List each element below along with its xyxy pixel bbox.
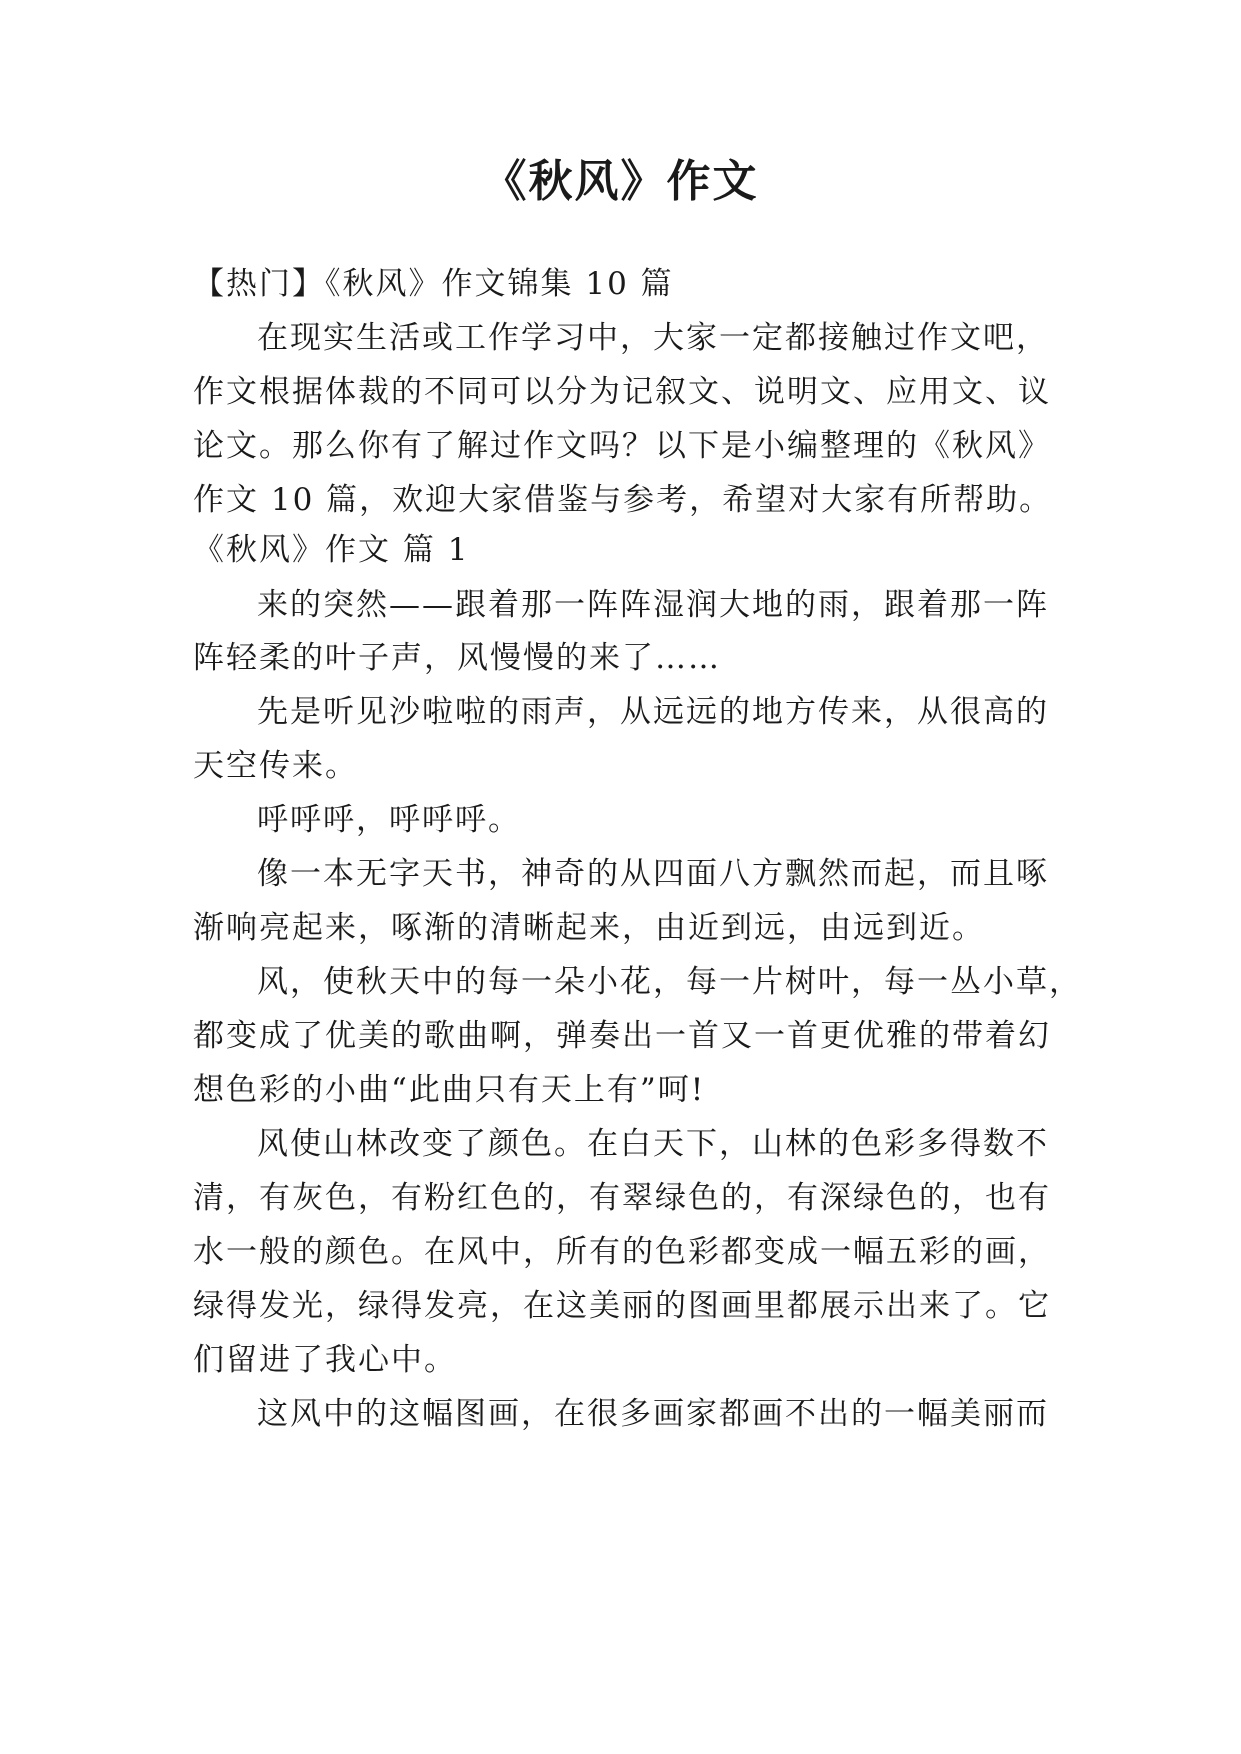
text-line: 清，有灰色，有粉红色的，有翠绿色的，有深绿色的，也有 bbox=[193, 1180, 1051, 1216]
text-line: 风，使秋天中的每一朵小花，每一片树叶，每一丛小草， bbox=[257, 964, 1082, 1000]
text-line: 风使山林改变了颜色。在白天下，山林的色彩多得数不 bbox=[257, 1126, 1049, 1162]
section-heading: 《秋风》作文 篇 1 bbox=[193, 532, 470, 568]
text-line: 们留进了我心中。 bbox=[193, 1342, 457, 1378]
text-line: 想色彩的小曲“此曲只有天上有”呵! bbox=[193, 1072, 706, 1108]
text-line: 先是听见沙啦啦的雨声，从远远的地方传来，从很高的 bbox=[257, 694, 1049, 730]
text-line: 来的突然——跟着那一阵阵湿润大地的雨，跟着那一阵 bbox=[257, 587, 1049, 623]
text-line: 天空传来。 bbox=[193, 748, 358, 784]
text-line: 像一本无字天书，神奇的从四面八方飘然而起，而且啄 bbox=[257, 856, 1049, 892]
text-line: 绿得发光，绿得发亮，在这美丽的图画里都展示出来了。它 bbox=[193, 1288, 1051, 1324]
text-line: 在现实生活或工作学习中，大家一定都接触过作文吧， bbox=[257, 320, 1049, 356]
text-line: 渐响亮起来，啄渐的清晰起来，由近到远，由远到近。 bbox=[193, 910, 985, 946]
subtitle-line: 【热门】《秋风》作文锦集 10 篇 bbox=[193, 266, 674, 302]
text-line: 这风中的这幅图画，在很多画家都画不出的一幅美丽而 bbox=[257, 1396, 1049, 1432]
text-line: 作文 10 篇，欢迎大家借鉴与参考，希望对大家有所帮助。 bbox=[193, 482, 1053, 518]
text-line: 作文根据体裁的不同可以分为记叙文、说明文、应用文、议 bbox=[193, 374, 1051, 410]
text-line: 阵轻柔的叶子声，风慢慢的来了…… bbox=[193, 640, 721, 676]
text-line: 水一般的颜色。在风中，所有的色彩都变成一幅五彩的画， bbox=[193, 1234, 1051, 1270]
text-line: 论文。那么你有了解过作文吗？以下是小编整理的《秋风》 bbox=[193, 428, 1051, 464]
page-title: 《秋风》作文 bbox=[482, 156, 759, 207]
text-line: 都变成了优美的歌曲啊，弹奏出一首又一首更优雅的带着幻 bbox=[193, 1018, 1051, 1054]
text-line: 呼呼呼，呼呼呼。 bbox=[257, 802, 521, 838]
